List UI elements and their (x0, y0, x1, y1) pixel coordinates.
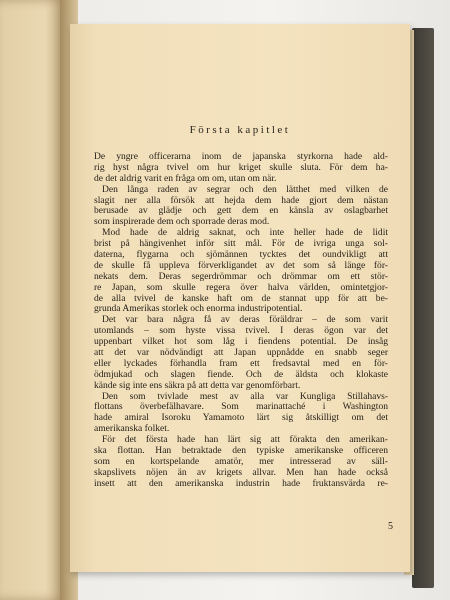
page-number: 5 (388, 521, 393, 532)
text-line: uppenbart vilket hot som låg i fiendens potential. De insåg (94, 337, 388, 348)
text-line: utomlands – som hyste vissa tvivel. I deras ögon var det (94, 326, 388, 337)
text-line: de alla tvivel de kanske haft om de stannat upp för att be- (94, 293, 388, 304)
text-line: De yngre officerarna inom de japanska styrkorna hade ald- (94, 152, 388, 162)
text-line: brist på hängivenhet inför sitt mål. För de ivriga unga sol- (94, 239, 388, 250)
text-line: hade amiral Isoroku Yamamoto lärt sig åtskilligt om det (94, 413, 388, 424)
text-line: Mod hade de aldrig saknat, och inte heller hade de lidit (102, 228, 388, 239)
body-text (94, 152, 388, 490)
text-line: de skulle få uppleva förverkligandet av det som så länge för- (94, 260, 388, 271)
text-line: daterna, flygarna och sjömännen tycktes det oundvikligt att (94, 250, 388, 261)
text-line: re Japan, som skulle regera över halva världen, omintetgjor- (94, 282, 388, 293)
text-line: eller lyckades förhandla fram ett fredsavtal med en för- (94, 358, 388, 369)
text-line: grunda Amerikas storlek och enorma industripotential. (94, 304, 303, 315)
text-line: skapslivets nöjen än av krigets allvar. Men han hade också (94, 467, 388, 478)
text-line: rig hyst några tvivel om hur kriget skulle sluta. För dem ha- (94, 162, 388, 173)
right-page (70, 24, 410, 572)
text-line: flottans överbefälhavare. Som marinattaché i Washington (94, 402, 388, 413)
book-cover-edge (412, 28, 434, 588)
text-line: berusade av glädje och gett dem en känsla av oslagbarhet (94, 206, 388, 217)
text-line: För det första hade han lärt sig att förakta den amerikan- (102, 435, 388, 446)
text-line: som inspirerade dem och sporrade deras mod. (94, 217, 270, 228)
text-line: Den som tvivlade mest av alla var Kungliga Stillahavs- (102, 391, 388, 402)
text-line: amerikanska folket. (94, 424, 170, 435)
text-line: slagit ner alla försök att hejda dem hade gjort dem nästan (94, 195, 388, 206)
text-line: insett att den amerikanska industrin hade fruktansvärda re- (94, 478, 388, 489)
text-line: ska flottan. Han betraktade den typiske amerikanske officeren (94, 446, 388, 457)
text-line: som en kortspelande amatör, mer intresserad av säll- (94, 456, 388, 467)
text-line: kände sig inte ens säkra på att detta var genomförbart. (94, 380, 301, 391)
chapter-title: Första kapitlet (189, 124, 291, 136)
text-line: ödmjukad och slagen fiende. Och de äldsta och klokaste (94, 369, 388, 380)
text-line: att det var nödvändigt att Japan uppnådde en snabb seger (94, 348, 388, 359)
left-page (0, 0, 64, 600)
text-line: nekats dem. Deras segerdrömmar och drömmar om ett stör- (94, 271, 388, 282)
text-line: Det var bara några få av deras föräldrar – de som varit (102, 315, 388, 326)
text-line: de det aldrig varit en fråga om om, utan om när. (94, 173, 277, 184)
text-line: Den långa raden av segrar och den lätthet med vilken de (102, 184, 388, 195)
